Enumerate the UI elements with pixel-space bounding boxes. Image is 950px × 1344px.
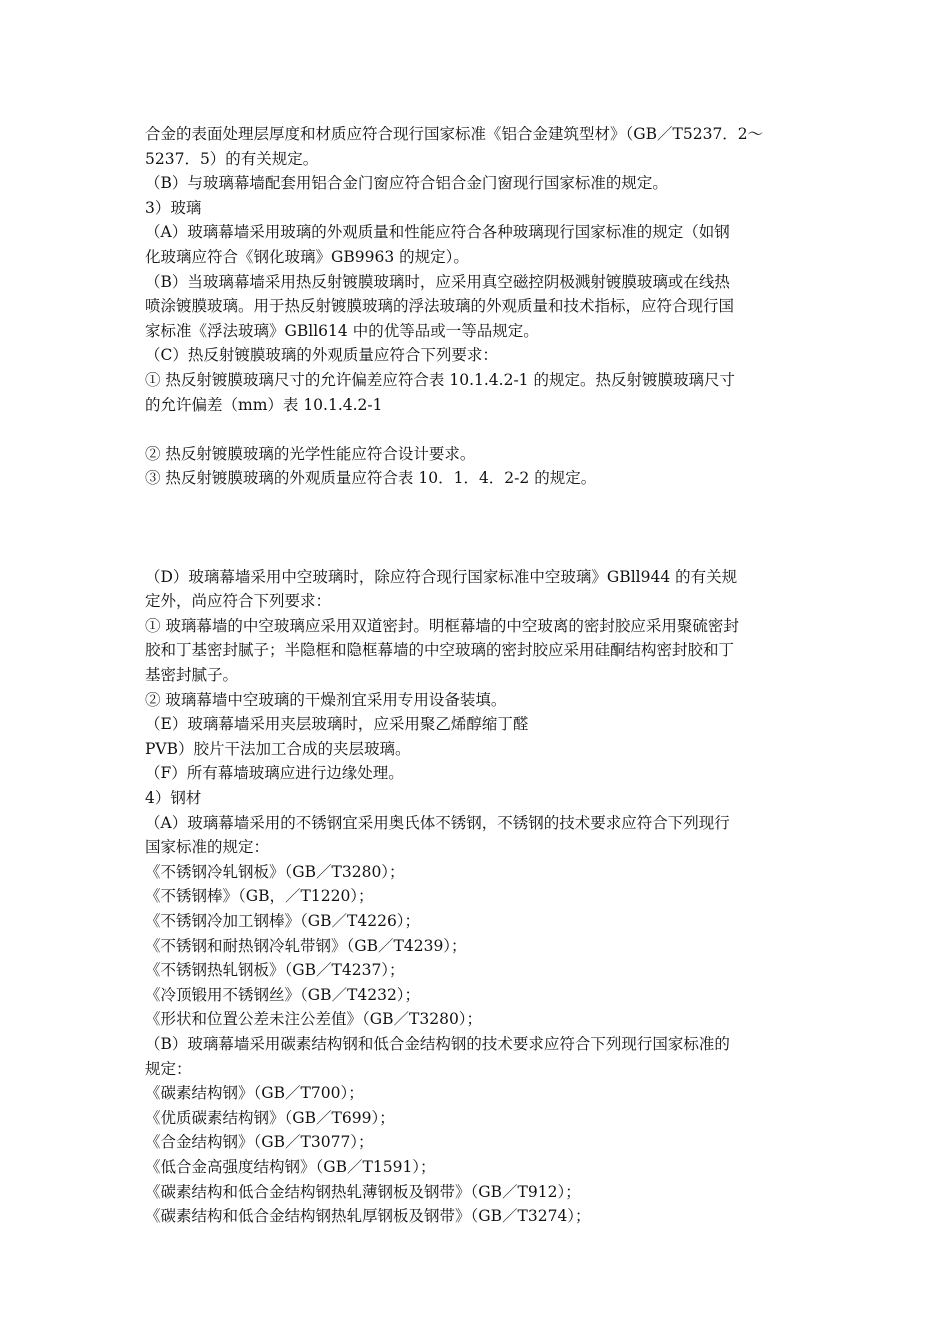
section-heading-glass: 3）玻璃 xyxy=(145,198,202,217)
text-line: （F）所有幕墙玻璃应进行边缘处理。 xyxy=(145,764,404,783)
text-line: 国家标准的规定： xyxy=(145,838,270,857)
text-line: 喷涂镀膜玻璃。用于热反射镀膜玻璃的浮法玻璃的外观质量和技术指标，应符合现行国 xyxy=(145,297,735,316)
standard-item: 《不锈钢冷加工钢棒》（GB／T4226）； xyxy=(145,912,421,930)
text-line: ② 热反射镀膜玻璃的光学性能应符合设计要求。 xyxy=(145,444,476,463)
blank-line xyxy=(145,417,825,442)
blank-line xyxy=(145,491,825,516)
standard-item: 《不锈钢和耐热钢冷轧带钢》（GB／T4239）； xyxy=(145,936,467,955)
standard-item: 《碳素结构钢》（GB／T700）； xyxy=(145,1084,364,1103)
section-heading-steel: 4）钢材 xyxy=(145,789,202,808)
text-line: 胶和丁基密封腻子；半隐框和隐框幕墙的中空玻璃的密封胶应采用硅酮结构密封胶和丁 xyxy=(145,641,735,660)
text-line: （B）与玻璃幕墙配套用铝合金门窗应符合铝合金门窗现行国家标准的规定。 xyxy=(145,174,668,193)
text-line: 基密封腻子。 xyxy=(145,666,239,685)
standard-item: 《碳素结构和低合金结构钢热轧厚钢板及钢带》（GB／T3274）； xyxy=(145,1207,591,1226)
text-line: （A）玻璃幕墙采用的不锈钢宜采用奥氏体不锈钢，不锈钢的技术要求应符合下列现行 xyxy=(145,813,730,832)
table-caption: 的允许偏差（mm）表 10.1.4.2-1 xyxy=(145,395,383,414)
text-line: 规定： xyxy=(145,1059,192,1078)
text-line: ③ 热反射镀膜玻璃的外观质量应符合表 10．1．4．2-2 的规定。 xyxy=(145,469,597,488)
text-line: PVB）胶片干法加工合成的夹层玻璃。 xyxy=(145,739,411,758)
standard-item: 《冷顶锻用不锈钢丝》（GB／T4232）； xyxy=(145,985,421,1004)
blank-line xyxy=(145,540,825,565)
standard-item: 《不锈钢热轧钢板》（GB／T4237）； xyxy=(145,961,405,980)
text-line: 家标准《浮法玻璃》GBll614 中的优等品或一等品规定。 xyxy=(145,321,539,340)
standard-item: 《低合金高强度结构钢》（GB／T1591）； xyxy=(145,1157,436,1176)
standard-item: 《不锈钢冷轧钢板》（GB／T3280）； xyxy=(145,862,405,881)
text-line: 5237．5）的有关规定。 xyxy=(145,149,319,168)
text-line: （D）玻璃幕墙采用中空玻璃时，除应符合现行国家标准中空玻璃》GBll944 的有关规 xyxy=(145,567,738,586)
text-line: （A）玻璃幕墙采用玻璃的外观质量和性能应符合各种玻璃现行国家标准的规定（如钢 xyxy=(145,223,730,242)
standard-item: 《碳素结构和低合金结构钢热轧薄钢板及钢带》（GB／T912）； xyxy=(145,1182,581,1201)
text-line: ① 热反射镀膜玻璃尺寸的允许偏差应符合表 10.1.4.2-1 的规定。热反射镀膜玻璃尺寸 xyxy=(145,370,735,389)
text-line: （E）玻璃幕墙采用夹层玻璃时，应采用聚乙烯醇缩丁醛 xyxy=(145,715,529,734)
document-body xyxy=(145,122,825,1229)
text-line: （B）当玻璃幕墙采用热反射镀膜玻璃时，应采用真空磁控阴极溅射镀膜玻璃或在线热 xyxy=(145,272,730,291)
standard-item: 《优质碳素结构钢》（GB／T699）； xyxy=(145,1108,395,1127)
standard-item: 《不锈钢棒》（GB，／T1220）； xyxy=(145,887,374,906)
text-line: （B）玻璃幕墙采用碳素结构钢和低合金结构钢的技术要求应符合下列现行国家标准的 xyxy=(145,1034,730,1053)
standard-item: 《合金结构钢》（GB／T3077）； xyxy=(145,1133,374,1152)
text-line: ② 玻璃幕墙中空玻璃的干燥剂宜采用专用设备装填。 xyxy=(145,690,507,709)
standard-item: 《形状和位置公差未注公差值》（GB／T3280）； xyxy=(145,1010,483,1029)
blank-line xyxy=(145,516,825,541)
text-line: 化玻璃应符合《钢化玻璃》GB9963 的规定）。 xyxy=(145,247,469,266)
text-line: （C）热反射镀膜玻璃的外观质量应符合下列要求： xyxy=(145,346,498,365)
text-line: ① 玻璃幕墙的中空玻璃应采用双道密封。明框幕墙的中空玻离的密封胶应采用聚硫密封 xyxy=(145,616,739,635)
text-line: 定外，尚应符合下列要求： xyxy=(145,592,332,611)
text-line: 合金的表面处理层厚度和材质应符合现行国家标准《铝合金建筑型材》（GB／T5237．2～ xyxy=(145,125,764,143)
